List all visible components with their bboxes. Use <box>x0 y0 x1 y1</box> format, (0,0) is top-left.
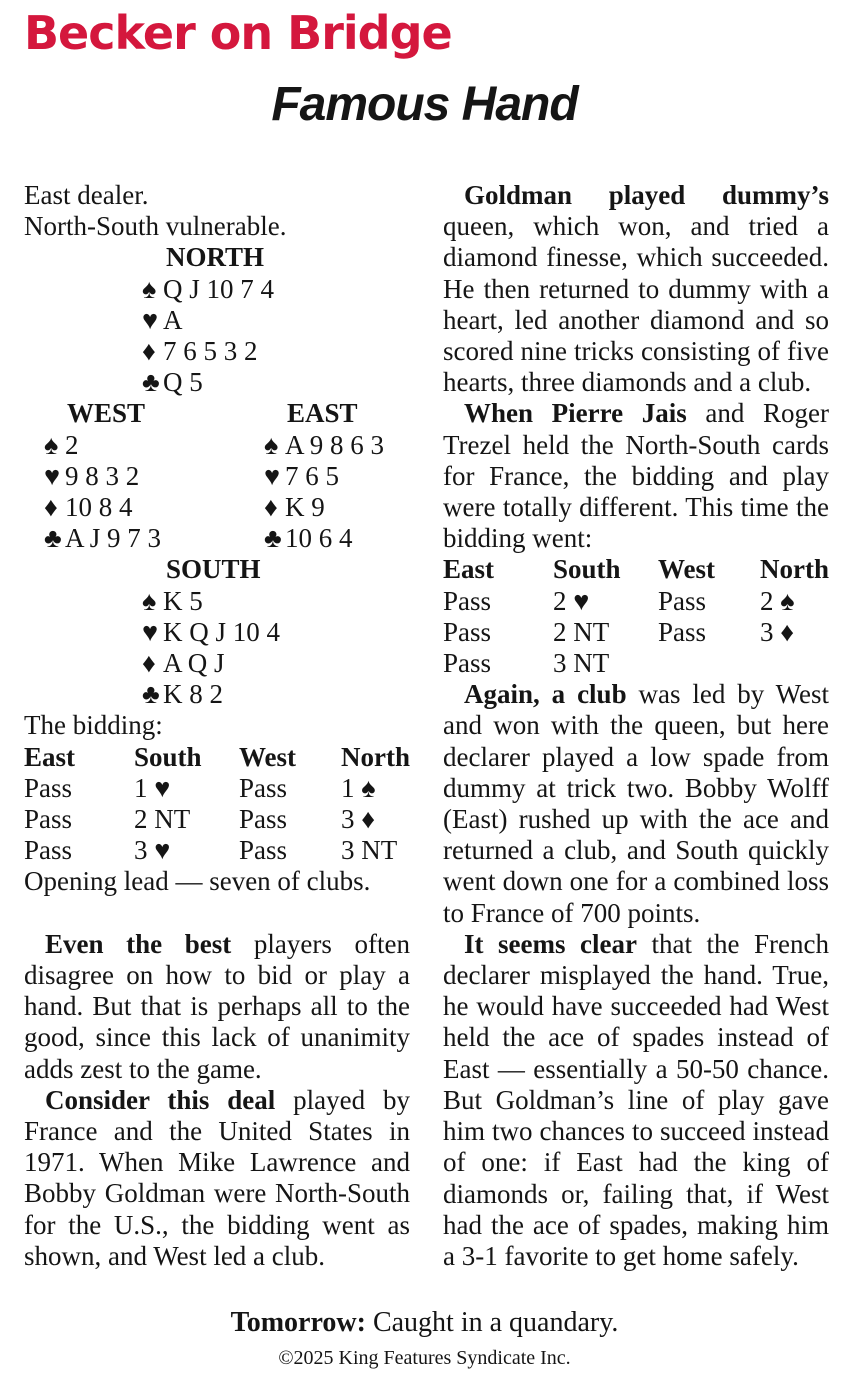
south-diamonds: A Q J <box>163 648 225 678</box>
bidding-row <box>24 835 410 866</box>
bidding-header: South <box>553 554 621 585</box>
south-clubs: K 8 2 <box>163 679 223 710</box>
bid-cell: 3 ♥ <box>134 835 171 866</box>
bidding-row <box>24 773 410 804</box>
bidding-header: South <box>134 741 202 772</box>
north-diamonds: 7 6 5 3 2 <box>163 336 258 366</box>
diamond-icon: ♦ <box>44 492 58 522</box>
club-icon: ♣ <box>264 523 282 554</box>
paragraph-1 <box>24 929 410 1085</box>
column-brand: Becker on Bridge <box>24 6 452 60</box>
north-hand <box>166 242 264 273</box>
bid-cell: 2 ♠ <box>760 585 795 616</box>
bid-cell: Pass <box>658 585 707 616</box>
spade-icon: ♠ <box>264 429 279 460</box>
bid-cell: 3 ♦ <box>341 804 376 835</box>
bidding-header: North <box>341 741 410 772</box>
east-hand <box>264 430 384 555</box>
bidding-intro: The bidding: <box>24 710 163 741</box>
heart-icon: ♥ <box>142 616 159 647</box>
north-spades: Q J 10 7 4 <box>163 273 275 304</box>
paragraph-lead: Even the best <box>45 928 232 959</box>
north-hearts: A <box>163 304 183 335</box>
heart-icon: ♥ <box>44 460 61 491</box>
bid-cell: 2 ♥ <box>553 585 590 616</box>
hand-diagram <box>24 242 410 710</box>
paragraph-body: players often disagree on how to bid or play a hand. But that is perhaps all to the good, since this lack of unanimity adds zest to the game. <box>24 928 410 1084</box>
bidding-header-row <box>443 554 829 585</box>
north-clubs: Q 5 <box>163 367 203 398</box>
bid-cell <box>658 648 760 679</box>
bid-cell: Pass <box>239 772 288 803</box>
south-spades: K 5 <box>163 585 203 616</box>
spade-icon: ♠ <box>142 273 157 304</box>
west-spades: 2 <box>65 429 79 460</box>
club-icon: ♣ <box>142 367 160 398</box>
paragraph-lead: Goldman played dummy’s <box>464 180 829 210</box>
bid-cell: Pass <box>658 616 707 647</box>
east-label: EAST <box>287 398 358 429</box>
bidding-header: West <box>658 554 715 585</box>
paragraph-5 <box>443 679 829 929</box>
bid-cell: Pass <box>443 585 492 616</box>
bid-cell: Pass <box>24 835 73 866</box>
east-diamonds: K 9 <box>285 492 325 522</box>
paragraph-body: played by France and the United States in 1971. When Mike Lawrence and Bobby Goldman were North-South for the U.S., the bidding went as shown, and West led a club. <box>24 1084 410 1271</box>
paragraph-body: queen, which won, and tried a diamond finesse, which succeeded. He then returned to dummy with a heart, led another diamond and so scored nine tricks consisting of five hearts, three diamonds and a club. <box>443 211 829 398</box>
bid-cell: Pass <box>239 804 288 835</box>
paragraph-lead: When Pierre Jais <box>464 398 687 429</box>
bidding-header: North <box>760 554 829 585</box>
bidding-table-france <box>443 554 829 679</box>
bid-cell: 1 ♥ <box>134 772 171 803</box>
bidding-table-usa <box>24 742 410 867</box>
club-icon: ♣ <box>44 523 62 554</box>
west-diamonds: 10 8 4 <box>65 492 133 522</box>
bidding-header: West <box>239 741 296 772</box>
bid-cell <box>760 648 829 679</box>
bid-cell: Pass <box>239 835 288 866</box>
paragraph-6 <box>443 929 829 1272</box>
south-hand <box>142 586 280 711</box>
paragraph-body: that the French declarer misplayed the hand. True, he would have succeeded had West held the ace of spades instead of East — essentially a 50-50 chance. But Goldman’s line of play gave him two chances to succeed instead of one: if East had the king of diamonds or, failing that, if West had the ace of spades, making him a 3-1 favorite to get home safely. <box>443 928 829 1271</box>
club-icon: ♣ <box>142 679 160 710</box>
west-hearts: 9 8 3 2 <box>65 460 140 491</box>
article-title: Famous Hand <box>271 78 578 131</box>
paragraph-lead: Again, a club <box>464 679 627 710</box>
heart-icon: ♥ <box>142 304 159 335</box>
spade-icon: ♠ <box>142 585 157 616</box>
bidding-header: East <box>443 554 495 585</box>
bidding-row <box>443 586 829 617</box>
copyright-notice: ©2025 King Features Syndicate Inc. <box>278 1347 571 1369</box>
paragraph-lead: It seems clear <box>464 928 637 959</box>
north-suits <box>142 274 274 399</box>
east-spades: A 9 8 6 3 <box>285 429 385 460</box>
west-label: WEST <box>67 398 146 429</box>
diamond-icon: ♦ <box>142 648 156 678</box>
tomorrow-text: Caught in a quandary. <box>365 1307 619 1338</box>
paragraph-body: was led by West and won with the queen, but here declarer played a low spade from dummy at trick two. Bobby Wolff (East) rushed up with the ace and returned a club, and South quickly went down one for a combined loss to France of 700 points. <box>443 679 829 928</box>
south-hearts: K Q J 10 4 <box>163 616 281 647</box>
opening-lead: Opening lead — seven of clubs. <box>24 866 371 897</box>
bidding-row <box>443 648 829 679</box>
bid-cell: Pass <box>24 804 73 835</box>
paragraph-3 <box>443 180 829 398</box>
paragraph-2 <box>24 1085 410 1272</box>
east-clubs: 10 6 4 <box>285 523 353 554</box>
bidding-row <box>24 804 410 835</box>
dealer-line: East dealer. <box>24 180 149 210</box>
east-hearts: 7 6 5 <box>285 460 339 491</box>
tomorrow-teaser <box>0 1306 849 1340</box>
bid-cell: Pass <box>24 772 73 803</box>
bid-cell: 2 NT <box>553 616 610 647</box>
right-column <box>443 180 829 1272</box>
spade-icon: ♠ <box>44 429 59 460</box>
bid-cell: Pass <box>443 648 492 679</box>
bid-cell: Pass <box>443 616 492 647</box>
bid-cell: 3 ♦ <box>760 616 795 647</box>
tomorrow-label: Tomorrow: <box>230 1307 366 1338</box>
bidding-header: East <box>24 741 76 772</box>
bid-cell: 3 NT <box>553 648 610 679</box>
left-column <box>24 180 410 1272</box>
vulnerability-line: North-South vulnerable. <box>24 211 287 242</box>
west-hand <box>44 430 161 555</box>
paragraph-lead: Consider this deal <box>45 1084 276 1115</box>
bidding-header-row <box>24 742 410 773</box>
diamond-icon: ♦ <box>142 336 156 366</box>
bid-cell: 3 NT <box>341 835 398 866</box>
diamond-icon: ♦ <box>264 492 278 522</box>
bid-cell: 2 NT <box>134 804 191 835</box>
heart-icon: ♥ <box>264 460 281 491</box>
west-clubs: A J 9 7 3 <box>65 523 162 554</box>
bidding-row <box>443 617 829 648</box>
north-label: NORTH <box>166 242 265 273</box>
south-label: SOUTH <box>166 554 261 585</box>
bid-cell: 1 ♠ <box>341 772 376 803</box>
paragraph-body: and Roger Trezel held the North-South cards for France, the bidding and play were totally different. This time the bidding went: <box>443 398 829 554</box>
paragraph-4 <box>443 398 829 554</box>
